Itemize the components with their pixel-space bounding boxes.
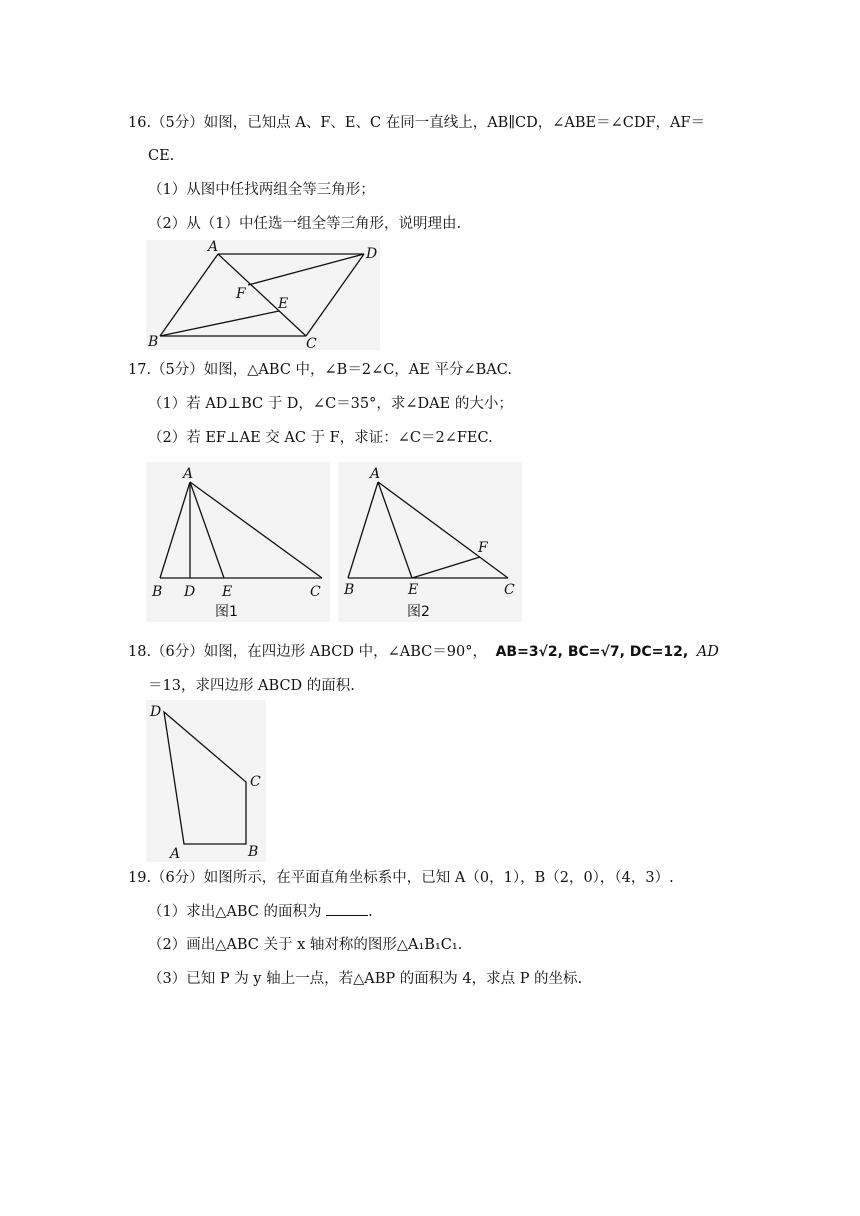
fig2-point-e-label: E — [408, 582, 419, 598]
q16-part1: （1）从图中任找两组全等三角形； — [148, 182, 375, 198]
fig1-point-e-label: E — [222, 584, 233, 600]
q19-part2: （2）画出△ABC 关于 x 轴对称的图形△A₁B₁C₁. — [148, 937, 463, 953]
fig1-point-c-label: C — [310, 584, 321, 600]
point-a-label: A — [208, 240, 219, 255]
q17-part1: （1）若 AD⊥BC 于 D，∠C＝35°，求∠DAE 的大小； — [148, 396, 513, 412]
answer-blank[interactable] — [326, 901, 368, 916]
q18-point-b-label: B — [248, 844, 259, 860]
q18-point-a-label: A — [170, 846, 181, 862]
q18-stem-line1 — [128, 642, 719, 662]
fig1-point-a-label: A — [183, 466, 194, 482]
fig2-point-a-label: A — [370, 466, 381, 482]
q18-point-d-label: D — [150, 704, 162, 720]
point-e-label: E — [278, 296, 289, 312]
fig2-point-b-label: B — [344, 582, 355, 598]
q17-stem: 17.（5分）如图，△ABC 中，∠B＝2∠C，AE 平分∠BAC. — [128, 362, 512, 378]
q18-point-c-label: C — [250, 774, 261, 790]
fig1-point-d-label: D — [184, 584, 196, 600]
fig2-caption: 图2 — [407, 604, 430, 620]
point-c-label: C — [306, 336, 317, 350]
q18-stem-text: 18.（6分）如图，在四边形 ABCD 中，∠ABC＝90°， — [128, 644, 487, 660]
q17-figure1 — [146, 462, 330, 622]
q18-stem-ad: AD — [696, 644, 719, 660]
q19-part1 — [148, 901, 373, 922]
q16-stem-line2: CE. — [148, 148, 175, 164]
point-b-label: B — [148, 334, 159, 350]
q16-figure — [146, 240, 380, 350]
q19-part3: （3）已知 P 为 y 轴上一点，若△ABP 的面积为 4，求点 P 的坐标. — [148, 971, 583, 987]
q17-figure2 — [338, 462, 522, 622]
q19-stem: 19.（6分）如图所示，在平面直角坐标系中，已知 A（0，1），B（2，0），（4，3）. — [128, 870, 674, 886]
q17-part2: （2）若 EF⊥AE 交 AC 于 F，求证：∠C＝2∠FEC. — [148, 430, 493, 446]
fig1-point-b-label: B — [152, 584, 163, 600]
q16-stem-line1: 16.（5分）如图，已知点 A、F、E、C 在同一直线上，AB∥CD，∠ABE＝∠CDF，AF＝ — [128, 115, 706, 131]
q19-part1-text: （1）求出△ABC 的面积为 — [148, 904, 322, 920]
fig1-caption: 图1 — [215, 604, 238, 620]
fig2-point-c-label: C — [504, 582, 515, 598]
fig2-point-f-label: F — [478, 540, 488, 556]
point-d-label: D — [366, 246, 378, 262]
q16-part2: （2）从（1）中任选一组全等三角形，说明理由. — [148, 216, 462, 232]
q18-stem-line2: ＝13，求四边形 ABCD 的面积. — [148, 678, 355, 694]
q19-part1-end: . — [368, 904, 373, 920]
q18-formula: AB=3√2, BC=√7, DC=12, — [495, 644, 689, 660]
q18-figure — [146, 700, 266, 862]
point-f-label: F — [236, 286, 246, 302]
